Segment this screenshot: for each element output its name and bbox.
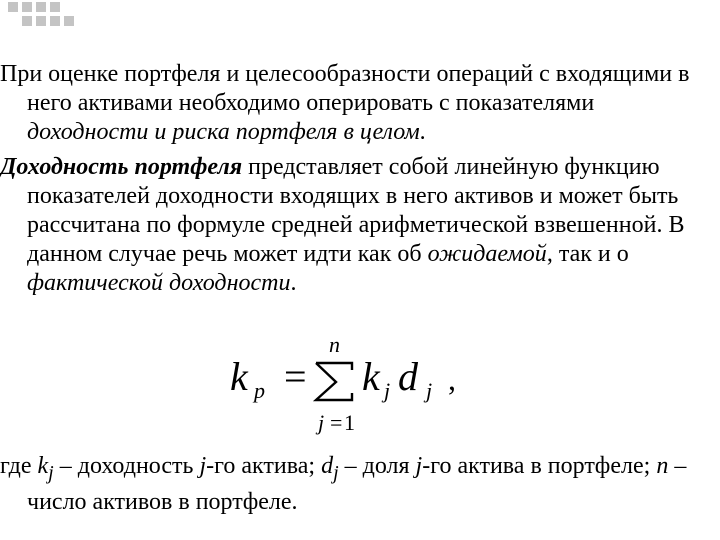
p3-text3: -го актива; <box>206 453 322 479</box>
p3-text4: – доля <box>338 453 416 479</box>
formula-term-d-sub: j <box>426 378 433 403</box>
formula-comma: , <box>448 361 456 397</box>
p3-j2: j <box>415 453 423 479</box>
sum-lower-equals: = <box>330 410 343 435</box>
p2-text: представляет собой линейную функцию показателей доходности входящих в него активов и может быть рассчитана по формуле средней арифметической взвешенной. В данном случае речь может идти как об <box>27 154 685 267</box>
sum-lower-value: 1 <box>344 410 355 435</box>
p3-text2: – доходность <box>53 453 200 479</box>
p3-d-sub: j <box>333 461 339 484</box>
p3-k: k <box>37 453 49 479</box>
corner-decoration <box>0 0 140 30</box>
p3-n: n <box>656 453 669 479</box>
formula-equals: = <box>284 354 307 399</box>
sum-symbol <box>316 363 352 400</box>
weighted-average-formula <box>226 330 486 435</box>
p2-text2: , так и о <box>546 241 629 267</box>
p3-text: где <box>0 453 38 479</box>
p3-j: j <box>199 453 207 479</box>
formula-term-k-sub: j <box>384 378 391 403</box>
p1-text: При оценке портфеля и целесообразности операций с входящими в него активами необходимо оперировать с показателями <box>0 61 690 116</box>
paragraph-notation <box>0 452 712 517</box>
formula-lhs: k <box>230 354 248 399</box>
paragraph-portfolio-evaluation <box>0 60 712 147</box>
formula-lhs-sub: p <box>254 378 265 403</box>
paragraph-portfolio-return <box>0 153 712 298</box>
p2-expected: ожидаемой <box>427 241 547 267</box>
p3-k-sub: j <box>48 461 54 484</box>
formula-term-d: d <box>398 354 418 399</box>
p2-end: . <box>290 270 297 296</box>
p2-actual: фактической доходности <box>27 270 291 296</box>
p1-italic: доходности и риска портфеля в целом <box>27 119 420 145</box>
formula-term-k: k <box>362 354 380 399</box>
p3-text5: -го актива в портфеле; <box>422 453 657 479</box>
p3-d: d <box>321 453 334 479</box>
sum-lower-index: j <box>318 410 325 435</box>
p3-text6: – число активов в портфеле. <box>27 453 687 515</box>
p1-end: . <box>419 119 426 145</box>
p2-term: Доходность портфеля <box>0 154 243 180</box>
sum-upper-limit: n <box>329 332 340 357</box>
